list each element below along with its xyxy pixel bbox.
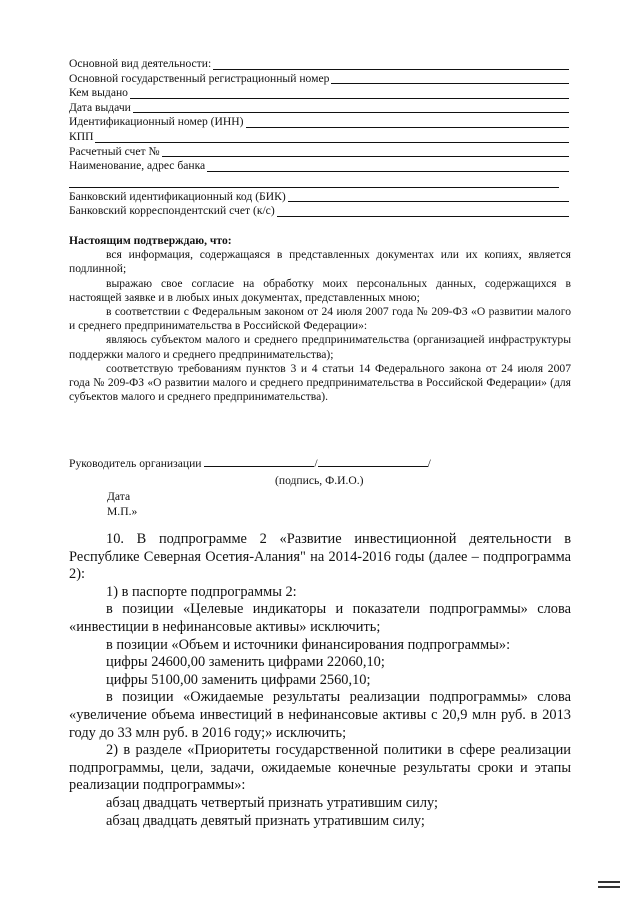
signature-line [69, 456, 431, 470]
applicant-details-form [69, 57, 569, 219]
confirmation-item: являюсь субъектом малого и среднего предпринимательства (организацией инфраструктуры поддержки малого и среднего предпринимательства); [69, 333, 571, 361]
signature-separator: / [427, 457, 431, 470]
form-label: КПП [69, 129, 94, 143]
form-blank [207, 160, 569, 172]
form-label: Банковский идентификационный код (БИК) [69, 189, 286, 203]
confirmation-item: вся информация, содержащаяся в представленных документах или их копиях, является подлинной; [69, 248, 571, 276]
amendment-paragraph: 1) в паспорте подпрограммы 2: [106, 583, 297, 600]
signature-caption: (подпись, Ф.И.О.) [275, 474, 364, 487]
form-label: Расчетный счет № [69, 144, 160, 158]
form-blank [288, 190, 569, 202]
confirmation-item: в соответствии с Федеральным законом от 24 июля 2007 года № 209-ФЗ «О развитии малого и среднего предпринимательства в Российской Федерации»: [69, 305, 571, 333]
form-label: Дата выдачи [69, 100, 131, 114]
signature-label: Руководитель организации [69, 457, 202, 470]
edge-mark-line [598, 881, 620, 883]
amendment-paragraph: цифры 5100,00 заменить цифрами 2560,10; [106, 671, 371, 688]
confirmation-item: соответствую требованиям пунктов 3 и 4 статьи 14 Федерального закона от 24 июля 2007 года № 209-ФЗ «О развитии малого и среднего предпринимательства в Российской Федерации» (для субъектов малого и среднего предпринимательства). [69, 361, 571, 404]
amendment-paragraph: в позиции «Ожидаемые результаты реализации подпрограммы» слова «увеличение объема инвестиций в нефинансовые активы с 20,9 млн руб. в 2013 году до 33 млн руб. в 2016 году;» исключить; [69, 689, 571, 741]
amendment-paragraph: 10. В подпрограмме 2 «Развитие инвестиционной деятельности в Республике Северная Осетия-Алания" на 2014-2016 годы (далее – подпрограмма 2): [69, 531, 571, 583]
signature-blank [204, 456, 314, 467]
form-blank [331, 72, 569, 84]
form-blank [213, 58, 569, 70]
amendment-paragraph: абзац двадцать четвертый признать утратившим силу; [106, 794, 439, 811]
form-line-ogrn [69, 72, 569, 87]
form-line-account [69, 145, 569, 160]
signature-separator: / [314, 457, 318, 470]
name-blank [318, 456, 428, 467]
form-line-inn [69, 115, 569, 130]
form-blank [130, 87, 569, 99]
date-stamp-block [107, 489, 137, 519]
form-line-activity [69, 57, 569, 72]
form-label: Основной государственный регистрационный номер [69, 71, 330, 85]
confirmation-item: выражаю свое согласие на обработку моих персональных данных, содержащихся в настоящей заявке и в любых иных документах, представленных мною; [69, 276, 571, 304]
form-line-corr-account [69, 204, 569, 219]
date-label: Дата [107, 490, 131, 503]
form-line-bank-name [69, 159, 569, 174]
page-edge-mark [598, 881, 620, 895]
form-label: Кем выдано [69, 86, 128, 100]
amendment-section [69, 531, 571, 830]
form-blank [95, 131, 569, 143]
form-blank [133, 101, 569, 113]
confirmation-section [69, 234, 571, 404]
form-line-bik [69, 190, 569, 205]
amendment-paragraph: 2) в разделе «Приоритеты государственной политики в сфере реализации подпрограммы, цели, задачи, ожидаемые конечные результаты сроки и этапы реализации подпрограммы»: [69, 742, 571, 794]
form-blank [277, 205, 569, 217]
form-label: Банковский корреспондентский счет (к/с) [69, 204, 275, 218]
form-line-issue-date [69, 101, 569, 116]
form-label: Наименование, адрес банка [69, 159, 206, 173]
amendment-paragraph: в позиции «Целевые индикаторы и показатели подпрограммы» слова «инвестиции в нефинансовые активы» исключить; [69, 601, 571, 635]
form-label: Основной вид деятельности: [69, 57, 212, 70]
amendment-paragraph: цифры 24600,00 заменить цифрами 22060,10; [106, 654, 385, 671]
form-blank-line [69, 186, 559, 188]
form-line-issued-by [69, 86, 569, 101]
form-label: Идентификационный номер (ИНН) [69, 115, 244, 129]
stamp-label: М.П.» [107, 505, 138, 518]
form-blank [162, 145, 569, 157]
form-line-kpp [69, 130, 569, 145]
confirmation-heading: Настоящим подтверждаю, что: [69, 234, 232, 247]
form-blank [246, 116, 569, 128]
amendment-paragraph: в позиции «Объем и источники финансирования подпрограммы»: [106, 636, 511, 653]
amendment-paragraph: абзац двадцать девятый признать утратившим силу; [106, 812, 425, 829]
edge-mark-line [598, 886, 620, 888]
